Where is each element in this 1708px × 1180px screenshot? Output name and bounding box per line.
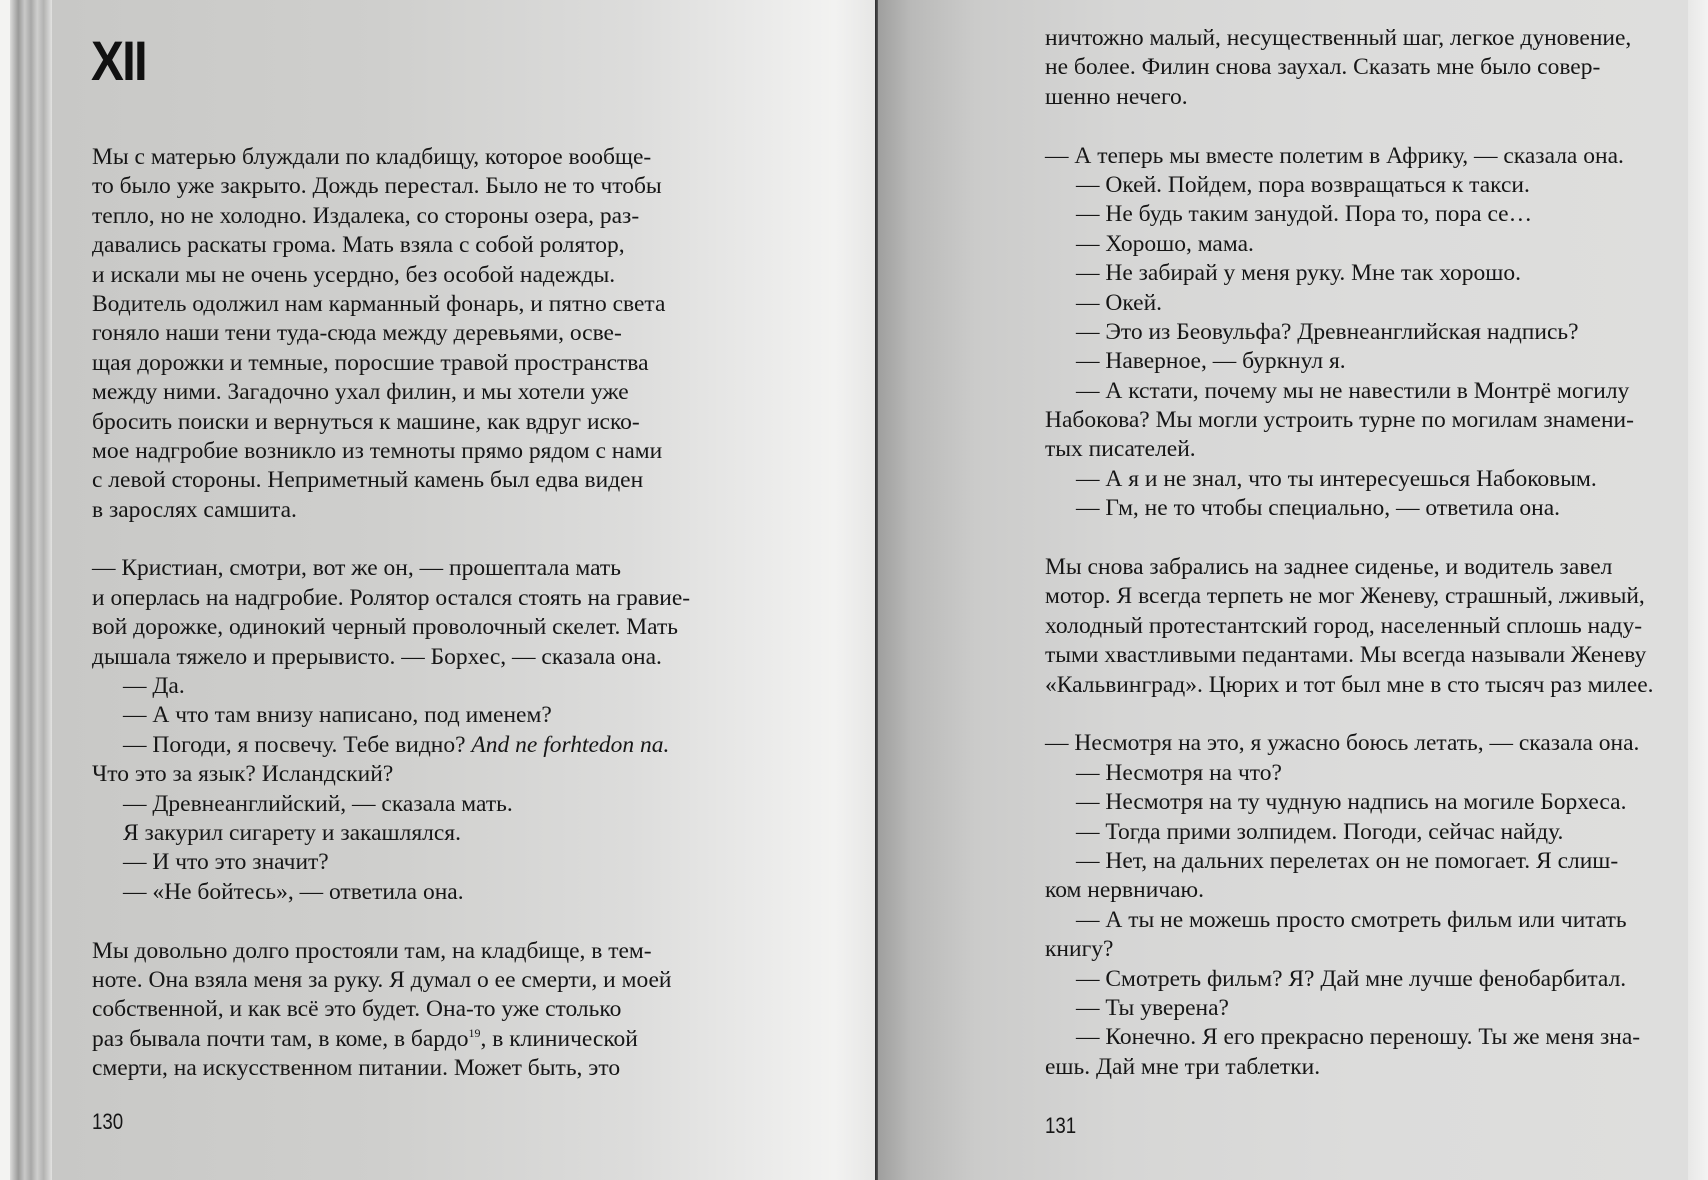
text-line: — Гм, не то чтобы специально, — ответила она. (1076, 495, 1561, 522)
paragraph-gap (92, 525, 690, 554)
text-line: Водитель одолжил нам карманный фонарь, и пятно света (92, 290, 666, 317)
text-line: — Погоди, я посвечу. Тебе видно? And ne forhtedon na. (123, 731, 670, 758)
text-line: — Окей. Пойдем, пора возвращаться к такси. (1076, 171, 1530, 198)
left-page-body (92, 143, 690, 1084)
text-line: — Хорошо, мама. (1076, 230, 1254, 257)
text-line: — А что там внизу написано, под именем? (123, 702, 552, 729)
text-line: — А ты не можешь просто смотреть фильм или читать (1076, 906, 1627, 933)
text-line: — «Не бойтесь», — ответила она. (123, 878, 464, 905)
text-line: — Кристиан, смотри, вот же он, — прошептала мать (92, 555, 621, 582)
text-line: давались раскаты грома. Мать взяла с собой ролятор, (92, 232, 625, 259)
text-line: и искали мы не очень усердно, без особой надежды. (92, 261, 616, 288)
text-line: — Да. (123, 673, 185, 700)
text-line: раз бывала почти там, в коме, в бардо$^{19}$, в клинической (92, 1025, 638, 1052)
text-line: — Ты уверена? (1076, 994, 1229, 1021)
text-line: — А кстати, почему мы не навестили в Монтрё могилу (1076, 377, 1630, 404)
text-line: Мы снова забрались на заднее сиденье, и водитель завел (1045, 554, 1613, 581)
text-line: — Несмотря на что? (1076, 759, 1282, 786)
text-line: ноте. Она взяла меня за руку. Я думал о ее смерти, и моей (92, 966, 672, 993)
text-line: тыми хвастливыми педантами. Мы всегда называли Женеву (1045, 642, 1647, 669)
text-line: гоняло наши тени туда-сюда между деревьями, осве- (92, 320, 622, 347)
page-number-right: 131 (1045, 1113, 1077, 1138)
chapter-heading: XII (91, 29, 146, 92)
text-line: собственной, и как всё это будет. Она-то уже столько (92, 996, 622, 1023)
text-line: — Наверное, — буркнул я. (1076, 348, 1346, 375)
text-line: бросить поиски и вернуться к машине, как вдруг иско- (92, 408, 640, 435)
text-line: Что это за язык? Исландский? (92, 761, 394, 788)
text-line: Набокова? Мы могли устроить турне по могилам знамени- (1045, 407, 1634, 434)
italic-phrase: And ne forhtedon na. (471, 731, 670, 758)
text-line: ничтожно малый, несущественный шаг, легкое дуновение, (1045, 25, 1632, 51)
text-line: холодный протестантский город, населенный сплошь наду- (1045, 612, 1643, 639)
text-line: Мы довольно долго простояли там, на кладбище, в тем- (92, 937, 652, 964)
text-line: «Кальвинград». Цюрих и тот был мне в сто тысяч раз милее. (1045, 671, 1654, 698)
text-line: Я закурил сигарету и закашлялся. (123, 819, 461, 846)
paragraph-gap (1045, 700, 1654, 729)
text-line: с левой стороны. Неприметный камень был едва виден (92, 467, 644, 494)
paragraph-gap (92, 907, 690, 936)
text-line: ешь. Дай мне три таблетки. (1045, 1053, 1321, 1080)
text-line: Мы с матерью блуждали по кладбищу, которое вообще- (92, 144, 652, 170)
text-line: смерти, на искусственном питании. Может быть, это (92, 1055, 621, 1082)
text-line: шенно нечего. (1045, 83, 1188, 110)
text-line: — И что это значит? (123, 849, 329, 876)
text-line: — Несмотря на это, я ужасно боюсь летать, — сказала она. (1045, 730, 1640, 757)
text-line: между ними. Загадочно ухал филин, и мы хотели уже (92, 379, 629, 406)
text-line: — Не будь таким занудой. Пора то, пора се… (1076, 201, 1533, 228)
text-line: книгу? (1045, 936, 1114, 963)
text-line: в зарослях самшита. (92, 496, 297, 523)
text-line: дышала тяжело и прерывисто. — Борхес, — сказала она. (92, 643, 662, 670)
right-page-edge (1688, 0, 1708, 1180)
text-line: щая дорожки и темные, поросшие травой пространства (92, 349, 649, 376)
text-line: — Не забирай у меня руку. Мне так хорошо. (1076, 260, 1522, 287)
page-edges (10, 0, 52, 1180)
text-line: — Древнеанглийский, — сказала мать. (123, 790, 513, 817)
text-line: — Окей. (1076, 289, 1163, 316)
text-line: — Смотреть фильм? Я? Дай мне лучше фенобарбитал. (1076, 965, 1627, 992)
text-line: ком нервничаю. (1045, 877, 1204, 904)
right-page-body (1045, 24, 1654, 1082)
text-line: — А я и не знал, что ты интересуешься Набоковым. (1076, 465, 1597, 492)
text-line: — Несмотря на ту чудную надпись на могиле Борхеса. (1076, 789, 1627, 816)
text-line: — Нет, на дальних перелетах он не помогает. Я слиш- (1076, 847, 1619, 874)
text-line: вой дорожке, одинокий черный проволочный скелет. Мать (92, 614, 678, 641)
text-line: не более. Филин снова заухал. Сказать мне было совер- (1045, 54, 1601, 81)
text-line: то было уже закрыто. Дождь перестал. Было не то чтобы (92, 173, 662, 200)
page-number-left: 130 (92, 1109, 124, 1134)
text-line: — Конечно. Я его прекрасно переношу. Ты же меня зна- (1076, 1024, 1641, 1051)
paragraph-gap (1045, 524, 1654, 553)
text-line: — Это из Беовульфа? Древнеанглийская надпись? (1076, 318, 1579, 345)
paragraph-gap (1045, 112, 1654, 141)
text-line: тых писателей. (1045, 436, 1196, 463)
footnote-marker: 19 (468, 1025, 481, 1040)
text-line: — А теперь мы вместе полетим в Африку, — сказала она. (1045, 142, 1624, 169)
text-line: мотор. Я всегда терпеть не мог Женеву, страшный, лживый, (1045, 583, 1645, 610)
text-line: мое надгробие возникло из темноты прямо рядом с нами (92, 437, 663, 464)
text-line: тепло, но не холодно. Издалека, со стороны озера, раз- (92, 202, 640, 229)
text-line: и оперлась на надгробие. Ролятор остался стоять на гравие- (92, 584, 691, 611)
text-line: — Тогда прими золпидем. Погоди, сейчас найду. (1076, 818, 1564, 845)
